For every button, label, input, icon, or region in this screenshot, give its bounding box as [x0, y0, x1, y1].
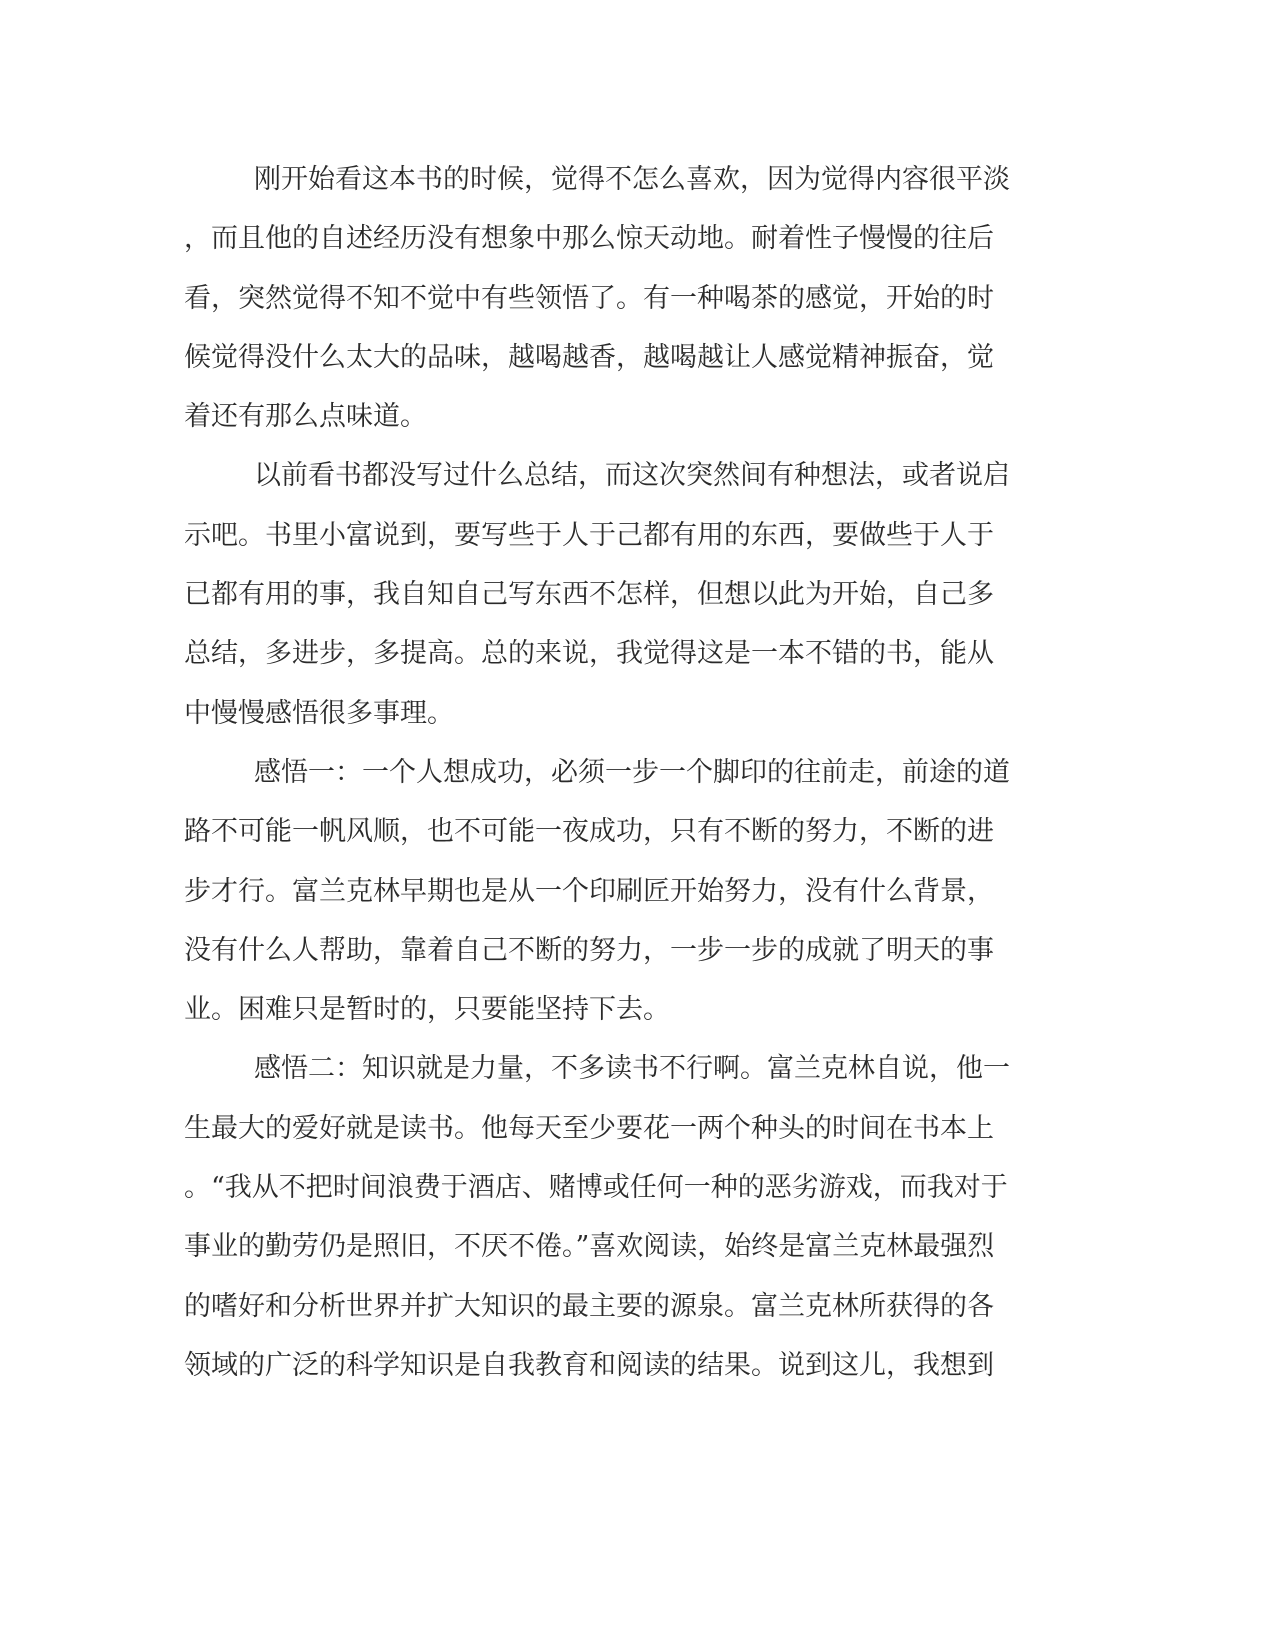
text-line: ，而且他的自述经历没有想象中那么惊天动地。耐着性子慢慢的往后: [184, 223, 994, 255]
text-line: 以前看书都没写过什么总结，而这次突然间有种想法，或者说启: [254, 460, 1010, 492]
text-line: 。“我从不把时间浪费于酒店、赌博或任何一种的恶劣游戏，而我对于: [184, 1172, 1008, 1204]
text-line: 已都有用的事，我自知自己写东西不怎样，但想以此为开始，自己多: [184, 579, 994, 611]
text-line: 总结，多进步，多提高。总的来说，我觉得这是一本不错的书，能从: [184, 638, 994, 670]
text-line: 着还有那么点味道。: [184, 401, 427, 433]
text-line: 感悟二：知识就是力量，不多读书不行啊。富兰克林自说，他一: [254, 1053, 1010, 1085]
document-body: [184, 150, 1044, 1395]
text-line: 感悟一：一个人想成功，必须一步一个脚印的往前走，前途的道: [254, 756, 1010, 788]
text-line: 示吧。书里小富说到，要写些于人于己都有用的东西，要做些于人于: [184, 519, 994, 551]
text-line: 候觉得没什么太大的品味，越喝越香，越喝越让人感觉精神振奋，觉: [184, 341, 994, 373]
text-line: 生最大的爱好就是读书。他每天至少要花一两个种头的时间在书本上: [184, 1112, 994, 1144]
text-line: 看，突然觉得不知不觉中有些领悟了。有一种喝茶的感觉，开始的时: [184, 282, 994, 314]
text-line: 刚开始看这本书的时候，觉得不怎么喜欢，因为觉得内容很平淡: [254, 164, 1010, 195]
text-line: 的嗜好和分析世界并扩大知识的最主要的源泉。富兰克林所获得的各: [184, 1290, 994, 1322]
paragraph-2: [184, 446, 1044, 742]
paragraph-1: [184, 150, 1044, 446]
text-line: 没有什么人帮助，靠着自己不断的努力，一步一步的成就了明天的事: [184, 934, 994, 966]
text-line: 路不可能一帆风顺，也不可能一夜成功，只有不断的努力，不断的进: [184, 816, 994, 848]
paragraph-3: [184, 743, 1044, 1039]
text-line: 步才行。富兰克林早期也是从一个印刷匠开始努力，没有什么背景，: [184, 875, 994, 907]
text-line: 领域的广泛的科学知识是自我教育和阅读的结果。说到这儿，我想到: [184, 1349, 994, 1381]
text-line: 业。困难只是暂时的，只要能坚持下去。: [184, 994, 670, 1026]
text-line: 事业的勤劳仍是照旧，不厌不倦。”喜欢阅读，始终是富兰克林最强烈: [184, 1231, 995, 1263]
paragraph-4: [184, 1039, 1044, 1395]
text-line: 中慢慢感悟很多事理。: [184, 697, 454, 729]
